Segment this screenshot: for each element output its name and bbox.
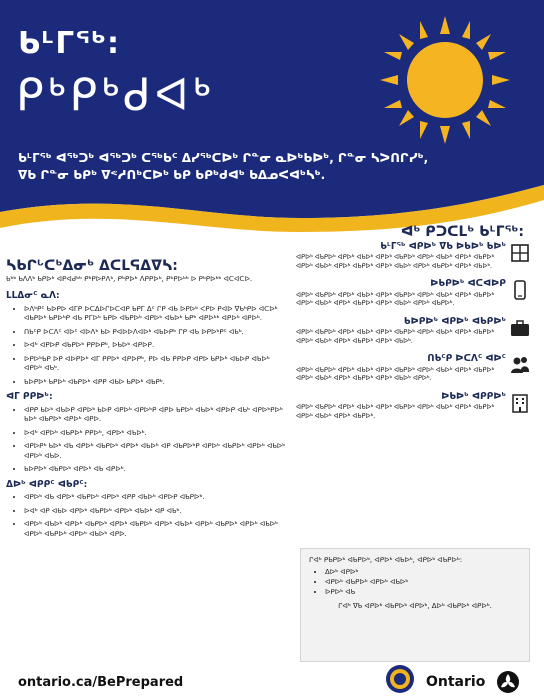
bullet-list [6,406,288,475]
tip-section [296,393,534,421]
list-item: • ᐅᐱᒃᑭᑦ ᑲᐅᑭᐅ ᐊᒥᑭ ᐅᑕᐃᐅᒋᐅᑕᐊᑭ ᑲᑭᒥ ᐃᑦ ᒋᑭ ᐊᑲ ᐅᑭᐅᒃ ᐸᑭᐅ ᑭᐊᐅ ᐁᑲᒃᑭᐅ ᐊᑕᐅᒃ ᐊᑲᑭᐅᒃ ᑲᑭᐅᒃᑭ ᐊᑲ ᑭᒥᐅᒃ ᑲᑭᐅ ᐊᑲᑭᐅᒃ ᐊᑭᐅᒃ ᐊᑲᐅᒃ ᑲᑭᒃ ᐊᑭᐅᒃᒃ ᐊᑭᐅᒃ ᐊᑭᐅᒃ. [24,305,288,324]
list-item: • ᑎᑲᑦᑭ ᐅᑕᐱᑦ ᐊᐅᑦ ᐊᐅᐱᒃ ᑲᐅ ᑭᐊᐅᐅᐱᐊᐅᒃ ᐊᑲᐅᑭᒃ ᒋᑭ ᐊᑲ ᐅᑭᐅᒃᑭᑦ ᐊᑲᒃ. [24,328,288,338]
tip-text: ᐊᑭᐅᒃ ᐊᑲᑭᐅᒃ ᐊᑭᐅᒃ ᐊᑲᐅᒃ ᐊᑭᐅᒃ ᐊᑲᑭᐅᒃ ᐊᑭᐅᒃ ᐊᑲᐅᒃ ᐊᑭᐅᒃ ᐊᑲᑭᐅᒃ ᐊᑭᐅᒃ ᐊᑲᐅᒃ ᐊᑭᐅᒃ ᐊᑲᑭᐅᒃ ᐊᑭᐅᒃ ᐊᑲᐅᒃ ᐊᑭᐅᒃ ᐊᑲᑭᐅᒃ. [296,290,495,307]
title-line-2: ᑭᒃᑭᒃᑯᐊᒃ [16,70,215,121]
left-column [6,258,288,543]
section-title: ᒪᒪᐃᓂᑦ ᓇᐱ: [6,291,60,301]
list-item: • ᐅᑭᐅᒃ ᐊᑲ [325,587,521,597]
bullet-list [6,493,288,539]
list-item: • ᐊᑭᐅᑭᒃ ᑲᐅᒃ ᐊᑲ ᐊᑭᐅᒃ ᐊᑲᑭᐅᒃ ᐊᑭᐅᒃ ᐊᑲᐅᒃ ᐊᑭ ᐊᑲᑭᐅᒃᑭ ᐊᑭᐅᒃ ᐊᑲᑭᐅᒃ ᐊᑭᐅᒃ ᐊᑲᐅᒃ ᐊᑭᐅᒃ ᐊᑲᐅ. [24,442,288,461]
people-icon [510,355,530,375]
tip-text: ᐊᑭᐅᒃ ᐊᑲᑭᐅᒃ ᐊᑭᐅᒃ ᐊᑲᐅᒃ ᐊᑭᐅᒃ ᐊᑲᑭᐅᒃ ᐊᑭᐅᒃ ᐊᑲᐅᒃ ᐊᑭᐅᒃ ᐊᑲᑭᐅᒃ ᐊᑭᐅᒃ ᐊᑲᐅᒃ ᐊᑭᐅᒃ ᐊᑲᑭᐅᒃ ᐊᑭᐅᒃ ᐊᑲᐅᒃ ᐊᑭᐅᒃ. [296,365,495,382]
tip-title: ᑎᑲᑦᑭ ᐅᑕᐱᑦ ᐊᐅᑦ [427,354,506,364]
list-item: • ᐅᑭᐅᒃᑲᑭ ᐅᑭ ᐊᐅᑭᐅᒃ ᐊᒥ ᑭᑭᐅᒃ ᐊᑭᐅᑭᒃ, ᑭᐅ ᐊᑲ ᑭᑭᐅᑭ ᐊᑭᐅ ᑲᑭᐅᒃ ᐊᑲᐅᑭ ᐊᑲᐅᒃ ᐊᑭᐅᒃ ᐊᑲᒃ. [24,355,288,374]
government-seal-icon [385,664,415,694]
list-item: • ᐅᐊᒃ ᐊᑭ ᐊᑲᐅ ᐊᑭᐅᒃ ᐊᑲᑭᐅᒃ ᐊᑭᐅᒃ ᐊᑲᐅᒃ ᐊᑭ ᐊᑲᒃ. [24,507,288,517]
left-heading: ᓴᑲᒋᒡᑕᒃᐃᓂᒃ ᐃᑕᒪᕋᐃᐁᓴ: [6,258,178,274]
list-item: • ᐊᑭᐅᒃ ᐊᑲᑭᐅᒃ ᐊᑭᐅᒃ ᐊᑲᐅᒃ [325,577,521,587]
tip-title: ᐅᑲᐅᒃ ᐊᑭᑭᐅᒃ [441,391,506,402]
list-item: • ᐊᑭᐅᒃ ᐊᑲᐅᒃ ᐊᑭᐅᒃ ᐊᑲᑭᐅᒃ ᐊᑭᐅᒃ ᐊᑲᑭᐅᒃ ᐊᑭᐅᒃ ᐊᑲᐅᒃ ᐊᑭᐅᒃ ᐊᑲᑭᐅᒃ ᐊᑭᐅᒃ ᐊᑲᐅᒃ ᐊᑭᐅᒃ ᐊᑲᑭᐅᒃ ᐊᑭᐅᒃ ᐊᑲᐅᒃ ᐊᑭᐅ. [24,520,288,539]
window-icon [510,243,530,263]
header-banner [0,0,544,238]
trillium-logo-icon [496,670,520,694]
left-intro: ᑲᒃᒃ ᑲᐱᐱᒃ ᑲᑭᐅᒃ ᐊᑭᐊᑯᒃᒃ ᑭᒃᑭᐅᑭᐱᒃ, ᑭᒃᑭᐅᒃ ᐱᑭᑭᐅᒃ, ᑭᒃᑭᐅᒃᒃ ᐅ ᑭᒃᑭᐅᒃᒃ ᐊᑕᐊᑕᐅ. [6,274,253,283]
tip-title: ᐅᑲᑭᐅᒃ ᐊᑕᐊᐅᑭ [430,279,506,289]
phone-icon [510,280,530,300]
briefcase-icon [510,318,530,338]
right-column [296,224,534,430]
tip-section [296,318,534,346]
list-item: • ᐅᐊᒃ ᐊᑭᐅᒃ ᐊᑲᑭᐅᒃ ᑭᑭᐅᒃ, ᐊᑭᐅᒃ ᐊᑲᐅᒃ. [24,429,288,439]
tip-section [296,280,534,308]
title-line-1: ᑲᒻᒥᕐᒃ: [18,26,121,61]
section-title: ᐃᐅᒃ ᐊᑭᑭᑦ ᐊᑲᑭᑦ: [6,479,88,490]
tip-text: ᐊᑭᐅᒃ ᐊᑲᑭᐅᒃ ᐊᑭᐅᒃ ᐊᑲᐅᒃ ᐊᑭᐅᒃ ᐊᑲᑭᐅᒃ ᐊᑭᐅᒃ ᐊᑲᐅᒃ ᐊᑭᐅᒃ ᐊᑲᑭᐅᒃ ᐊᑭᐅᒃ ᐊᑲᐅᒃ ᐊᑭᐅᒃ ᐊᑲᑭᐅᒃ ᐊᑭᐅᒃ ᐊᑲᐅᒃ. [296,328,495,345]
ontario-logo-text: Ontario [426,674,486,690]
bullet-list [6,305,288,388]
list-item: • ᑲᐅᑭᐅᒃ ᐊᑲᑭᐅᒃ ᐊᑭᐅᒃ ᐊᑲ ᐊᑭᐅᒃ. [24,465,288,475]
tip-text: ᐊᑭᐅᒃ ᐊᑲᑭᐅᒃ ᐊᑭᐅᒃ ᐊᑲᐅᒃ ᐊᑭᐅᒃ ᐊᑲᑭᐅᒃ ᐊᑭᐅᒃ ᐊᑲᐅᒃ ᐊᑭᐅᒃ ᐊᑲᑭᐅᒃ ᐊᑭᐅᒃ ᐊᑲᐅᒃ ᐊᑭᐅᒃ ᐊᑲᑭᐅᒃ. [296,403,495,420]
list-item: • ᐊᑭᐅᒃ ᐊᑲ ᐊᑭᐅᒃ ᐊᑲᑭᐅᒃ ᐊᑭᐅᒃ ᐊᑭᑭ ᐊᑲᐅᒃ ᐊᑭᐅᑭ ᐊᑲᑭᐅᒃ. [24,493,288,503]
list-item: • ᐊᑭᑭ ᑲᐅᒃ ᐊᑲᐅᑭ ᐊᑭᐅᒃ ᑲᐅᑭ ᐊᑭᐅᒃ ᐊᑭᐅᒃᑭ ᐊᑭᐅ ᑲᑭᐅᒃ ᐊᑲᐅᒃ ᐊᑭᐅᑭ ᐊᑲᒃ ᐊᑭᐅᒃᑭᐅᒃ ᑲᐅᒃ ᐊᑲᑭᐅᒃ ᐊᑭᐅᒃ ᐊᑭᐅ. [24,406,288,425]
list-item: • ᐃᐅᒃ ᐊᑭᐅᒃ [325,567,521,577]
section-title: ᐊᒥ ᑭᑭᐅᒃ: [6,392,53,402]
note-list [309,567,521,597]
tip-text: ᐊᑭᐅᒃ ᐊᑲᑭᐅᒃ ᐊᑭᐅᒃ ᐊᑲᐅᒃ ᐊᑭᐅᒃ ᐊᑲᑭᐅᒃ ᐊᑭᐅᒃ ᐊᑲᐅᒃ ᐊᑭᐅᒃ ᐊᑲᑭᐅᒃ ᐊᑭᐅᒃ ᐊᑲᐅᒃ ᐊᑭᐅᒃ ᐊᑲᑭᐅᒃ ᐊᑭᐅᒃ ᐊᑲᐅᒃ ᐊᑭᐅᒃ ᐊᑲᑭᐅᒃ ᐊᑭᐅᒃ ᐊᑲᐅᒃ. [296,253,495,270]
sun-icon [370,12,520,152]
tip-title: ᑲᒻᒥᕐᒃ ᐊᑭᐅᒃ ᐁᑲ ᐅᑲᐅᒃ ᑲᐅᒃ [380,241,506,252]
tip-section [296,243,534,271]
header-subtitle: ᑲᒻᒥᕐᒃ ᐊᖅᑐᒃ ᐊᖅᑐᒃ ᑕᖅᑲᑦ ᐃᓯᖅᑕᐅᒃ ᒋᓐᓂ ᓇᐅᒃᑲᐅᒃ, ᒋᓐᓂ ᓴᐳᑎᒋᓯᒃ, ᐁᑲ ᒋᓐᓂ ᑲᑭᒃ ᐁᕝᓱᑎᒃᑕᐅᒃ ᑲᑭ ᑲᑭᒃᑯᐊᒃ ᑲᐃᓄᐸᐊᒃᓴᒃ. [18,151,429,182]
note-box [300,548,530,662]
list-item: • ᐅᐊᒃ ᐊᑭᐅᑭ ᐊᑲᑭᐅᒃ ᑭᑭᐅᑭᒃ, ᐅᑲᐅᒃ ᐊᑭᐅᑭ. [24,341,288,351]
right-heading: ᐊᒃ ᑭᑐᑕᒪᒃ ᑲᒻᒥᕐᒃ: [400,224,524,240]
tip-section [296,355,534,383]
list-item: • ᑲᐅᑭᐅᒃ ᑲᑭᐅᒃ ᐊᑲᑭᐅᒃ ᐊᑭᑭ ᐊᑲᐅ ᑲᑭᐅᒃ ᐊᑲᑭᒃ. [24,378,288,388]
building-icon [510,393,530,413]
note-closing: ᒋᐊᒃ ᐁᑲ ᐊᑭᐅᒃ ᐊᑲᑭᐅᒃ ᐊᑭᐅᒃ, ᐃᐅᒃ ᐊᑲᑭᐅᒃ ᐊᑭᐅᒃ. [338,602,492,610]
note-intro: ᒋᐊᒃ ᑭᑲᑭᐅᒃ ᐊᑲᑭᐅᒃ, ᐊᑭᐅᒃ ᐊᑲᐅᒃ, ᐊᑭᐅᒃ ᐊᑲᑭᐅᒃ: [309,556,463,564]
footer-url-link[interactable]: ontario.ca/BePrepared [18,675,184,690]
tip-title: ᑲᐅᑭᐅᒃ ᐊᑭᐅᒃ ᐊᑲᑭᐅᒃ [403,316,506,327]
